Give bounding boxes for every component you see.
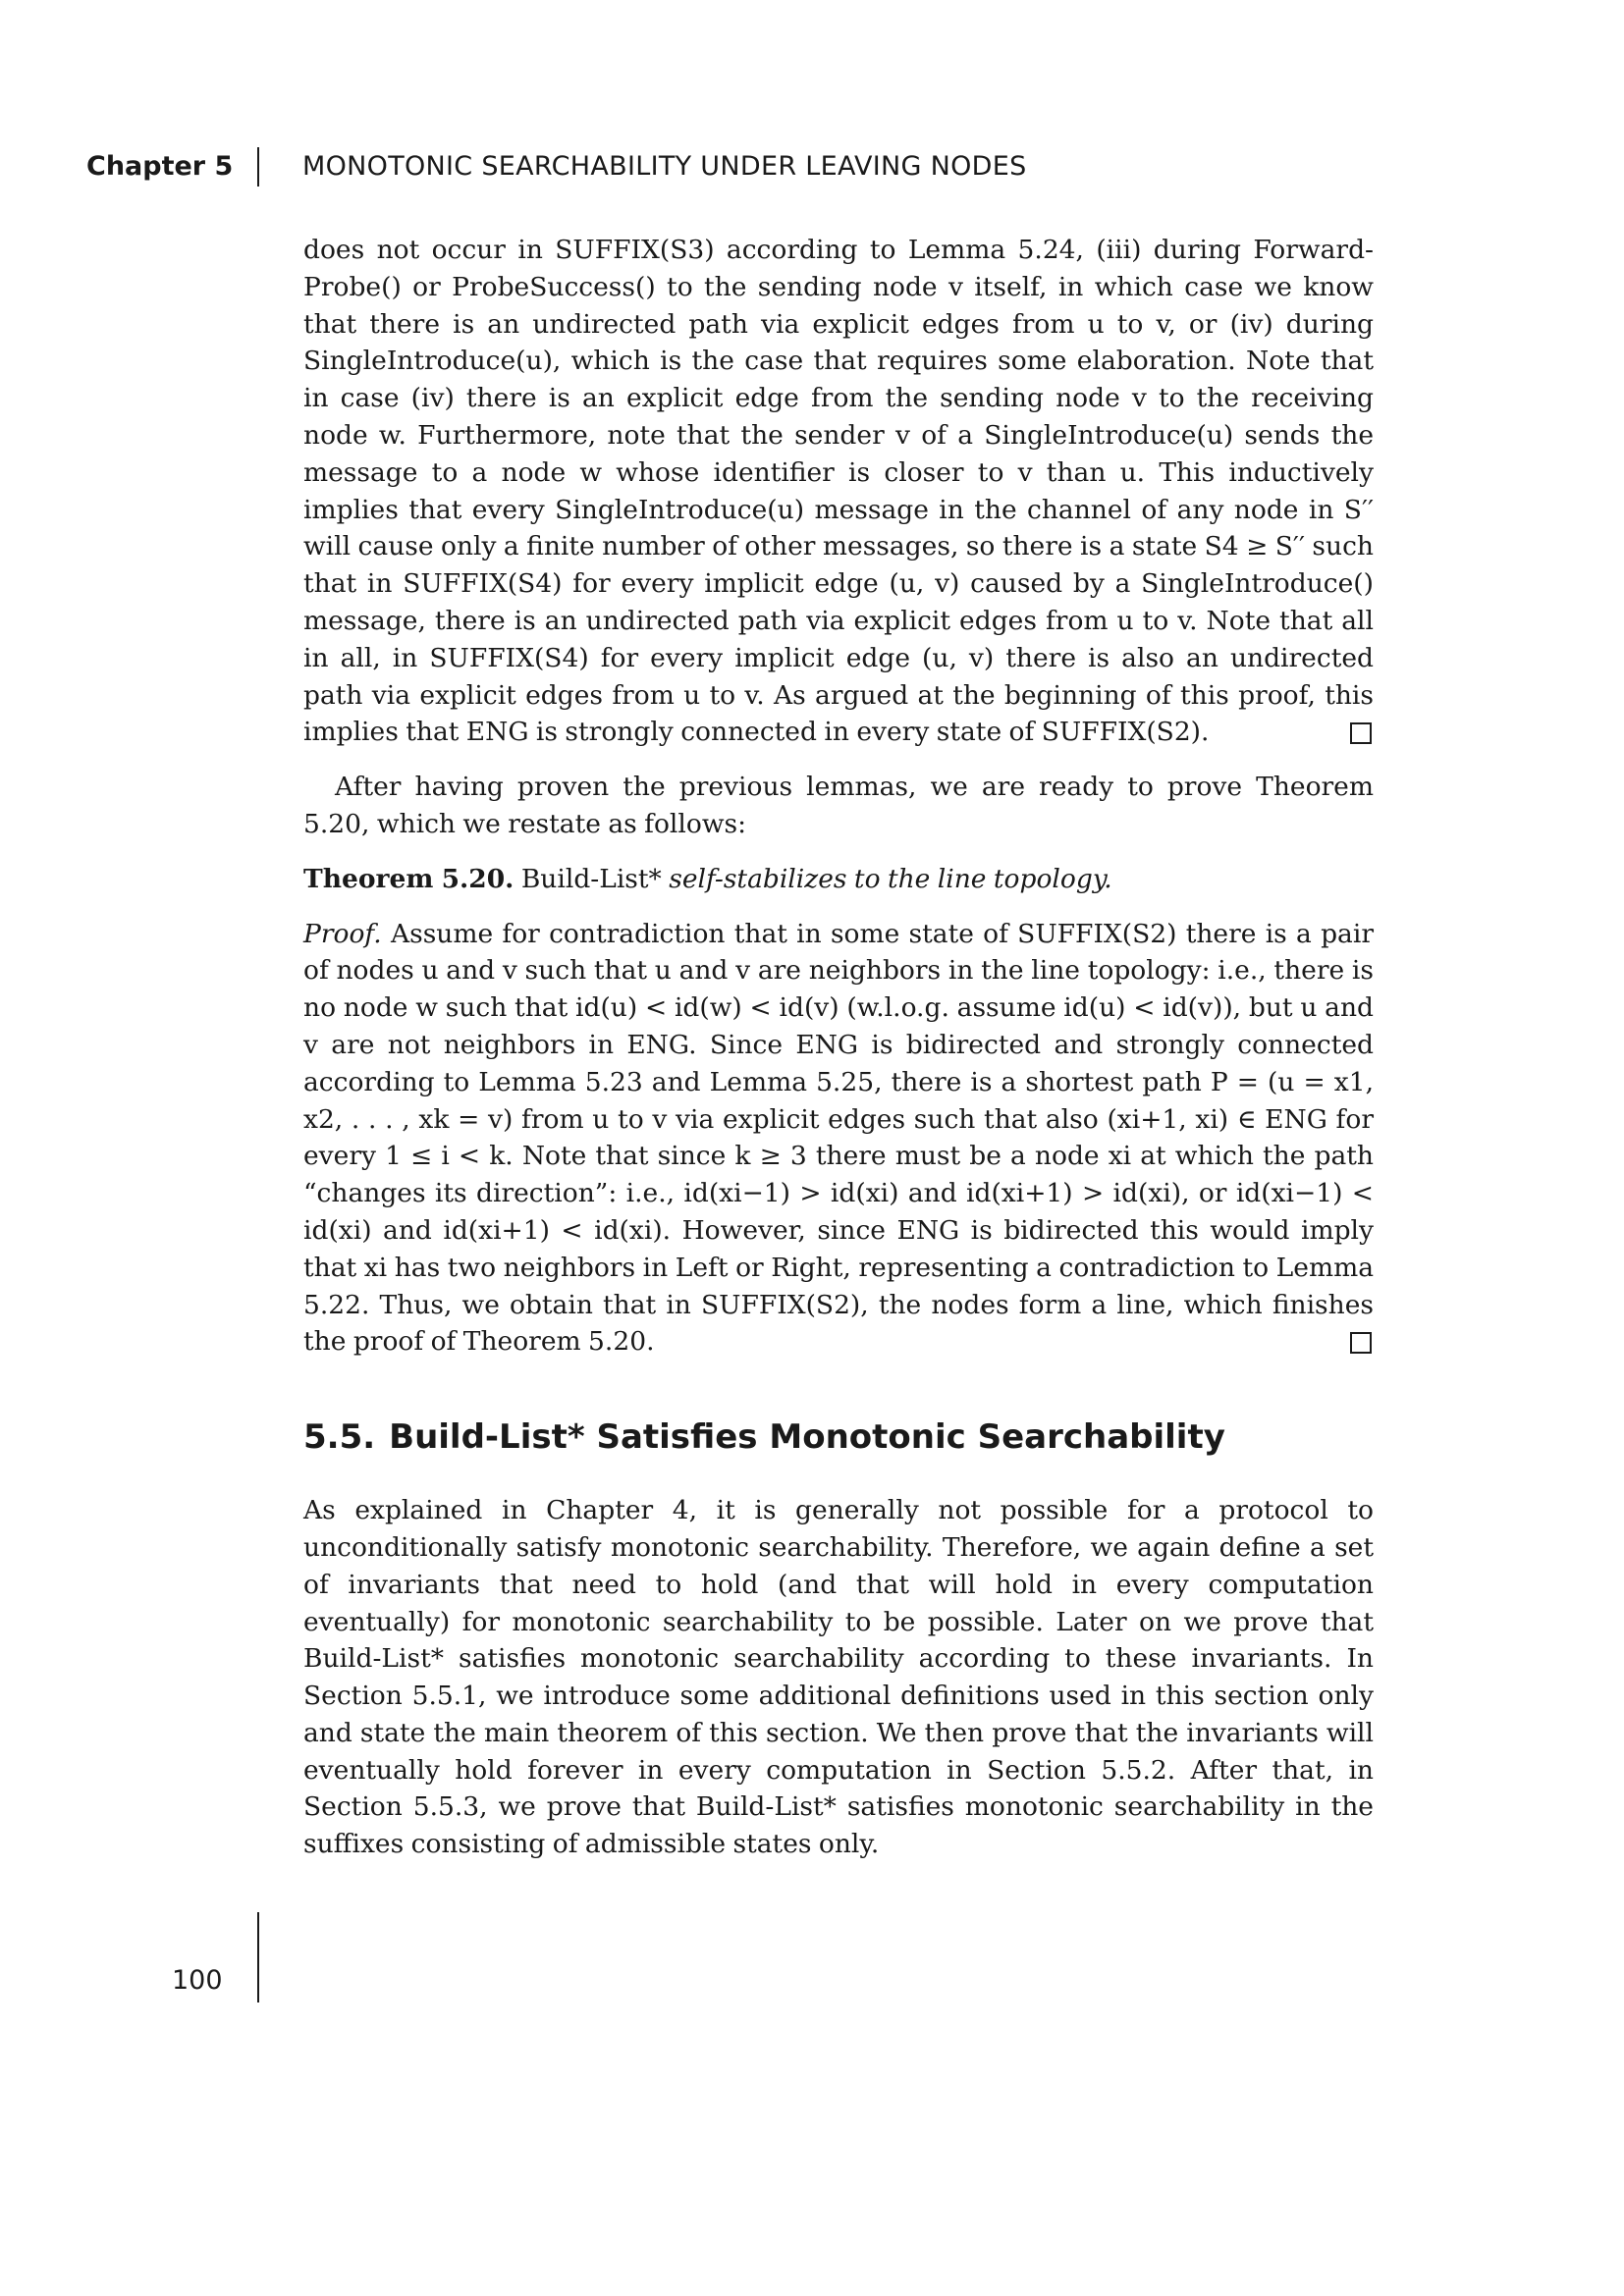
proof-text: Assume for contradiction that in some state of SUFFIX(S2) there is a pair of nodes u and v such that u and v are neighbors in the line topology: i.e., there is no node w such that id(u) < id(w) < id(v) (w.l.o.g. assume id(u) < id(v)), but u and v are not neighbors in ENG. Since ENG is bidirected and strongly connected according to Lemma 5.23 and Lemma 5.25, there is a shortest path P = (u = x1, x2, . . . , xk = v) from u to v via explicit edges such that also (xi+1, xi) ∈ ENG for every 1 ≤ i < k. Note that since k ≥ 3 there must be a node xi at which the path “changes its direction”: i.e., id(xi−1) > id(xi) and id(xi+1) > id(xi), or id(xi−1) < id(xi) and id(xi+1) < id(xi). However, since ENG is bidirected this would imply that xi has two neighbors in Left or Right, representing a contradiction to Lemma 5.22. Thus, we obtain that in SUFFIX(S2), the nodes form a line, which finishes the proof of Theorem 5.20. <box>303 918 1374 1358</box>
running-header <box>0 147 1624 187</box>
section-intro-paragraph: As explained in Chapter 4, it is generally not possible for a protocol to unconditionally satisfy monotonic searchability. Therefore, we again define a set of invariants that need to hold (and that will hold in every computation eventually) for monotonic searchability to be possible. Later on we prove that Build-List* satisfies monotonic searchability according to these invariants. In Section 5.5.1, we introduce some additional definitions used in this section only and state the main theorem of this section. We then prove that the invariants will eventually hold forever in every computation in Section 5.5.2. After that, in Section 5.5.3, we prove that Build-List* satisfies monotonic searchability in the suffixes consisting of admissible states only. <box>303 1495 1374 1860</box>
qed-symbol <box>1350 1332 1372 1354</box>
paragraph-proof-continuation <box>303 232 1374 751</box>
theorem-protocol-name: Build-List* <box>520 863 662 894</box>
footer-divider <box>257 1912 259 2002</box>
page-body <box>303 232 1374 1863</box>
page-footer <box>0 1912 1624 2002</box>
section-heading <box>303 1415 1374 1459</box>
proof-label: Proof. <box>303 918 382 949</box>
theorem-statement <box>303 861 1374 898</box>
section-title: Build-List* Satisfies Monotonic Searchability <box>389 1417 1225 1458</box>
theorem-text: self-stabilizes to the line topology. <box>669 863 1112 894</box>
qed-symbol <box>1350 722 1372 744</box>
paragraph-transition: After having proven the previous lemmas, we are ready to prove Theorem 5.20, which we restate as follows: <box>303 772 1374 839</box>
section-number: 5.5. <box>303 1417 376 1458</box>
proof-paragraph <box>303 916 1374 1362</box>
page-number: 100 <box>172 1965 223 1996</box>
header-divider <box>257 147 259 187</box>
theorem-label: Theorem 5.20. <box>303 863 514 894</box>
chapter-label: Chapter 5 <box>86 151 234 182</box>
chapter-title: MONOTONIC SEARCHABILITY UNDER LEAVING NODES <box>302 151 1027 182</box>
paragraph-text: does not occur in SUFFIX(S3) according to Lemma 5.24, (iii) during Forward-Probe() or ProbeSuccess() to the sending node v itself, in which case we know that there is an undirected path via explicit edges from u to v, or (iv) during SingleIntroduce(u), which is the case that requires some elaboration. Note that in case (iv) there is an explicit edge from the sending node v to the receiving node w. Furthermore, note that the sender v of a SingleIntroduce(u) sends the message to a node w whose identifier is closer to v than u. This inductively implies that every SingleIntroduce(u) message in the channel of any node in S′′ will cause only a finite number of other messages, so there is a state S4 ≥ S′′ such that in SUFFIX(S4) for every implicit edge (u, v) caused by a SingleIntroduce() message, there is an undirected path via explicit edges from u to v. Note that all in all, in SUFFIX(S4) for every implicit edge (u, v) there is also an undirected path via explicit edges from u to v. As argued at the beginning of this proof, this implies that ENG is strongly connected in every state of SUFFIX(S2). <box>303 235 1374 748</box>
